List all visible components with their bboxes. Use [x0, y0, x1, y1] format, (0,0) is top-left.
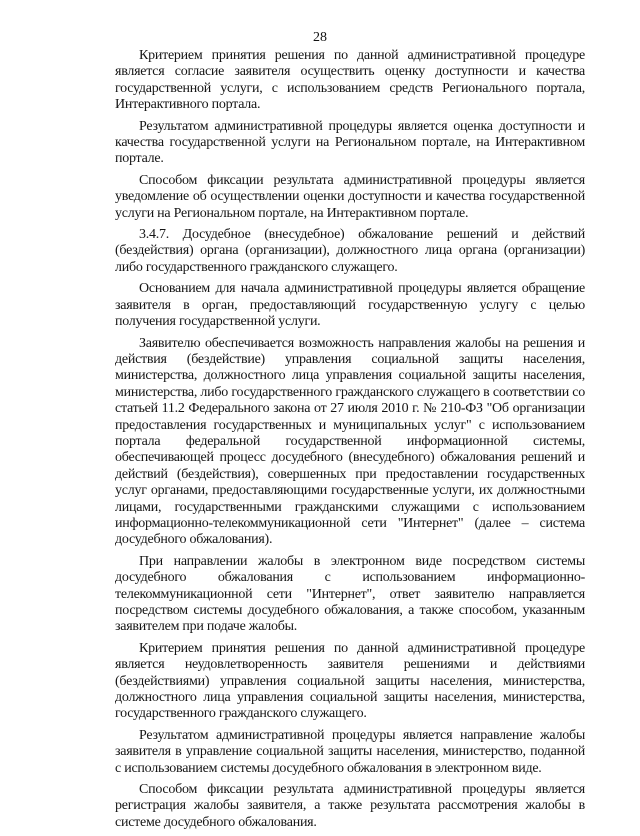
paragraph: Критерием принятия решения по данной административной процедуре является согласие заявителя осуществить оценку доступности и качества государственной услуги, с использованием средств Регионального портала, Интерактивного портала. — [115, 48, 585, 113]
document-body — [115, 48, 585, 836]
page-number: 28 — [313, 30, 327, 45]
paragraph: Критерием принятия решения по данной административной процедуре является неудовлетворенность заявителя решениями и действиями (бездействиями) управления социальной защиты населения, министерства, должностного лица управления социальной защиты населения, министерства, государственного гражданского служащего. — [115, 640, 585, 722]
paragraph: Результатом административной процедуры является оценка доступности и качества государственной услуги на Региональном портале, на Интерактивном портале. — [115, 118, 585, 167]
paragraph: Результатом административной процедуры является направление жалобы заявителя в управление социальной защиты населения, министерство, поданной с использованием системы досудебного обжалования в электронном виде. — [115, 727, 585, 776]
paragraph: Способом фиксации результата административной процедуры является уведомление об осуществлении оценки доступности и качества государственной услуги на Региональном портале, на Интерактивном портале. — [115, 172, 585, 221]
paragraph: Заявителю обеспечивается возможность направления жалобы на решения и действия (бездействие) управления социальной защиты населения, министерства, должностного лица управления социальной защиты населения, министерства, либо государственного гражданского служащего в соответствии со статьей 11.2 Федерального закона от 27 июля 2010 г. № 210-ФЗ "Об организации предоставления государственных и муниципальных услуг" с использованием портала федеральной государственной информационной системы, обеспечивающей процесс досудебного (внесудебного) обжалования решений и действий (бездействия), совершенных при предоставлении государственных услуг органами, предоставляющими государственные услуги, их должностными лицами, государственными гражданскими служащими с использованием информационно-телекоммуникационной сети "Интернет" (далее – система досудебного обжалования). — [115, 335, 585, 548]
paragraph: Способом фиксации результата административной процедуры является регистрация жалобы заявителя, а также результата рассмотрения жалобы в системе досудебного обжалования. — [115, 782, 585, 830]
paragraph: Основанием для начала административной процедуры является обращение заявителя в орган, предоставляющий государственную услугу с целью получения государственной услуги. — [115, 281, 585, 330]
paragraph: При направлении жалобы в электронном виде посредством системы досудебного обжалования с использованием информационно-телекоммуникационной сети "Интернет", ответ заявителю направляется посредством системы досудебного обжалования, а также способом, указанным заявителем при подаче жалобы. — [115, 553, 585, 635]
section-heading-paragraph: 3.4.7. Досудебное (внесудебное) обжалование решений и действий (бездействия) органа (организации), должностного лица органа (организации) либо государственного гражданского служащего. — [115, 227, 585, 275]
